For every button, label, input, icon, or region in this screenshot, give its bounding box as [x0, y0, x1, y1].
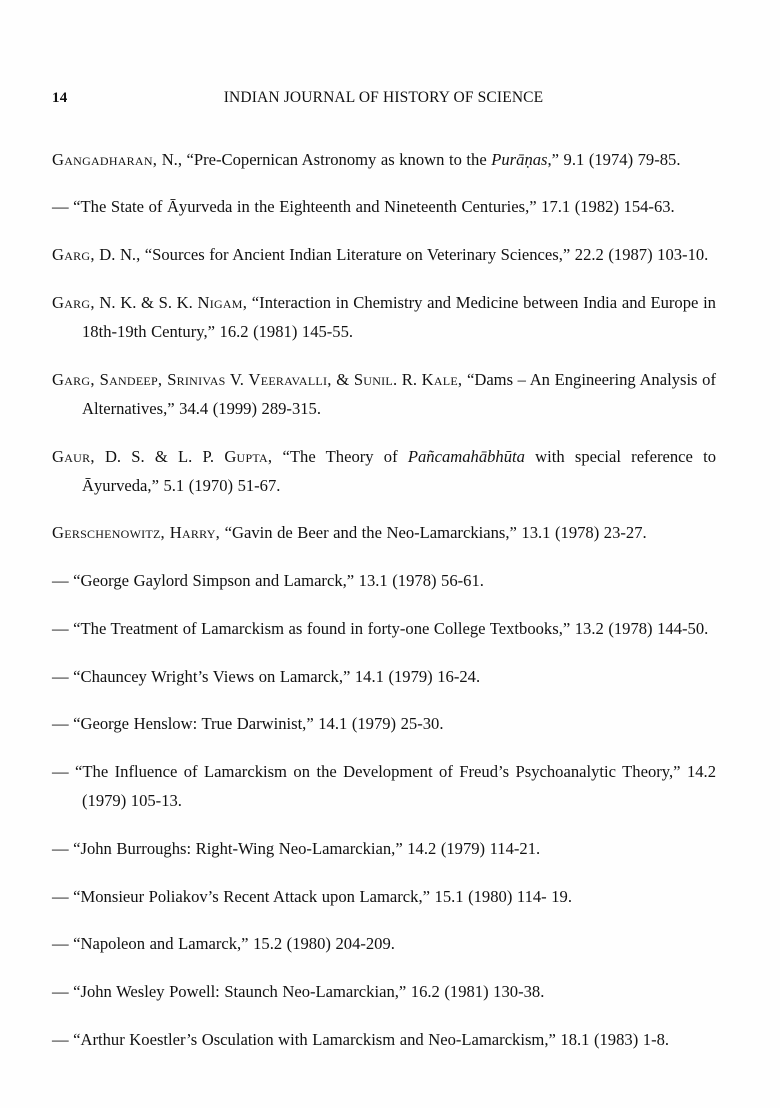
- bibliography-entry: [52, 192, 716, 221]
- entry-text: “The Influence of Lamarckism on the Development of Freud’s Psychoanalytic Theory,” 14.2 (1979) 105-13.: [68, 761, 716, 811]
- running-head: [52, 90, 715, 110]
- entry-italic-term: Purāṇas: [491, 149, 548, 169]
- bibliography-entry: [52, 1025, 716, 1054]
- entry-text: “Napoleon and Lamarck,” 15.2 (1980) 204-209.: [68, 934, 395, 954]
- entry-author-sep-3: . R.: [392, 369, 422, 389]
- em-dash: —: [52, 761, 69, 781]
- entry-author-second: Veeravalli,: [248, 369, 332, 389]
- entry-author: Garg,: [52, 245, 95, 264]
- entry-italic-term: Pañcamahābhūta: [407, 446, 525, 466]
- bibliography-entry: [52, 442, 716, 500]
- entry-text: “Gavin de Beer and the Neo-Lamarckians,” 13.1 (1978) 23-27.: [220, 523, 647, 543]
- entry-author: Gangadharan,: [52, 149, 158, 169]
- entry-text: “John Wesley Powell: Staunch Neo-Lamarckian,” 16.2 (1981) 130-38.: [68, 981, 545, 1001]
- bibliography-entry: [52, 757, 716, 815]
- em-dash: —: [52, 1029, 69, 1049]
- entry-text: “John Burroughs: Right-Wing Neo-Lamarckian,” 14.2 (1979) 114-21.: [68, 838, 541, 858]
- bibliography-entry: [52, 240, 716, 269]
- bibliography-entry: [52, 882, 716, 911]
- em-dash: —: [52, 838, 69, 858]
- entry-text-tail: with special reference to Āyurveda,” 5.1 (1970) 51-67.: [82, 446, 716, 495]
- entry-author-sep: V.: [225, 369, 249, 389]
- entry-text: “Monsieur Poliakov’s Recent Attack upon Lamarck,” 15.1 (1980) 114- 19.: [68, 886, 572, 906]
- entry-author: Garg, Sandeep, Srinivas: [52, 369, 226, 389]
- entry-text: “Dams – An Engineering Analysis of Alternatives,” 34.4 (1999) 289-315.: [82, 369, 716, 418]
- entry-text: N., “Pre-Copernican Astronomy as known to the: [157, 149, 492, 169]
- bibliography-entry: [52, 977, 716, 1006]
- entry-text: “George Gaylord Simpson and Lamarck,” 13.1 (1978) 56-61.: [68, 571, 484, 591]
- page-number: 14: [52, 90, 68, 106]
- entry-author-fourth: Kale,: [421, 369, 463, 389]
- entry-text: “George Henslow: True Darwinist,” 14.1 (1979) 25-30.: [68, 714, 444, 734]
- entry-author: Garg,: [52, 292, 95, 312]
- entry-author: Gaur,: [52, 446, 95, 466]
- entry-author: Gerschenowitz, Harry,: [52, 523, 221, 543]
- entry-author-third: Sunil: [353, 369, 393, 389]
- em-dash: —: [52, 618, 69, 638]
- bibliography-entry: [52, 709, 716, 738]
- entry-text: D. N., “Sources for Ancient Indian Literature on Veterinary Sciences,” 22.2 (1987) 103-10.: [94, 245, 709, 264]
- bibliography-entry: [52, 145, 716, 174]
- em-dash: —: [52, 981, 69, 1001]
- bibliography-entry: [52, 566, 716, 595]
- bibliography-entry: [52, 288, 716, 346]
- bibliography-entry: [52, 614, 716, 643]
- em-dash: —: [52, 714, 69, 734]
- bibliography-entry: [52, 834, 716, 863]
- em-dash: —: [52, 571, 69, 591]
- entry-text: “The Theory of: [272, 446, 408, 466]
- em-dash: —: [52, 666, 69, 686]
- em-dash: —: [52, 886, 69, 906]
- bibliography-entry: [52, 365, 716, 423]
- entry-author-sep-2: &: [331, 369, 354, 389]
- em-dash: —: [52, 934, 69, 954]
- bibliography-entry: [52, 662, 716, 691]
- entry-author-sep: N. K. & S. K.: [94, 292, 198, 312]
- entry-text: “Chauncey Wright’s Views on Lamarck,” 14.1 (1979) 16-24.: [68, 666, 481, 686]
- bibliography-entry: [52, 929, 716, 958]
- entry-text-tail: ,” 9.1 (1974) 79-85.: [547, 149, 681, 169]
- entry-text: “The State of Āyurveda in the Eighteenth and Nineteenth Centuries,” 17.1 (1982) 154-63.: [68, 197, 675, 217]
- entry-author-sep: D. S. & L. P.: [94, 446, 225, 466]
- bibliography-list: [52, 128, 716, 1054]
- entry-text: “The Treatment of Lamarckism as found in forty-one College Textbooks,” 13.2 (1978) 144-50.: [68, 618, 709, 638]
- journal-title: INDIAN JOURNAL OF HISTORY OF SCIENCE: [223, 89, 544, 106]
- entry-text: “Arthur Koestler’s Osculation with Lamarckism and Neo-Lamarckism,” 18.1 (1983) 1-8.: [68, 1029, 670, 1049]
- entry-text: “Interaction in Chemistry and Medicine between India and Europe in 18th-19th Century,” 16.2 (1981) 145-55.: [82, 292, 716, 341]
- entry-author-second: Gupta,: [224, 446, 273, 466]
- bibliography-entry: [52, 518, 716, 547]
- entry-author-second: Nigam,: [197, 292, 248, 312]
- em-dash: —: [52, 197, 69, 217]
